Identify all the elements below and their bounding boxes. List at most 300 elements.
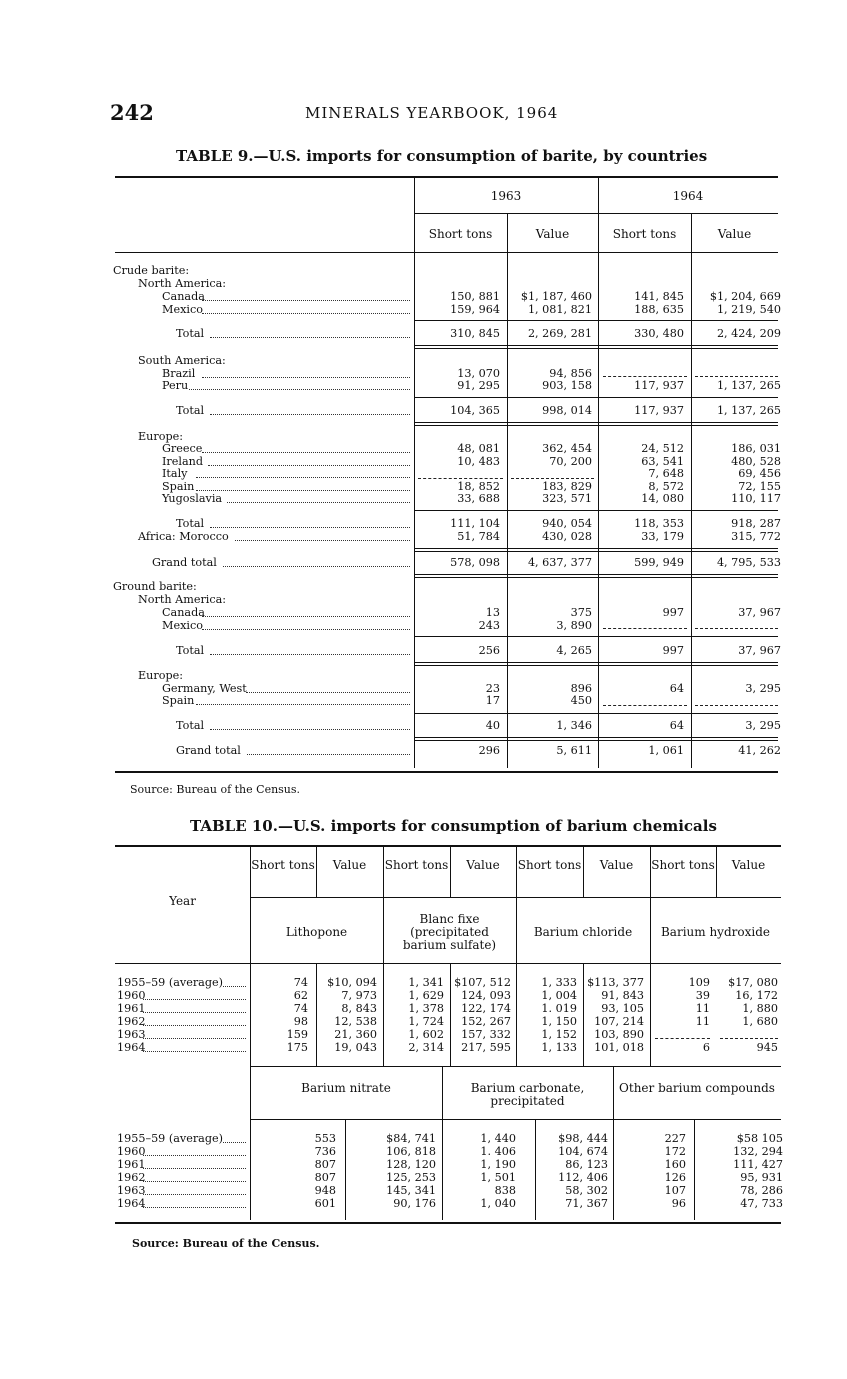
data-cell: 93, 105 (601, 1002, 644, 1015)
leader-dots (247, 754, 410, 755)
data-cell: 112, 406 (558, 1171, 608, 1184)
data-cell: 86, 123 (565, 1158, 608, 1171)
rule (414, 636, 778, 637)
data-cell: 72, 155 (738, 480, 781, 493)
row-label: Yugoslavia (162, 492, 223, 505)
leader-dots (210, 654, 411, 655)
rule (115, 1222, 781, 1224)
column-rule (316, 963, 317, 1066)
data-cell: 122, 174 (461, 1002, 511, 1015)
data-cell: 159 (286, 1028, 308, 1041)
rule (414, 422, 778, 423)
leader-dots (202, 452, 410, 453)
data-cell: 78, 286 (740, 1184, 783, 1197)
year-label: 1955–59 (average) (117, 1132, 223, 1145)
data-cell: 51, 784 (457, 530, 500, 543)
data-cell: 6 (702, 1041, 710, 1054)
group-header: Barium nitrate (301, 1081, 391, 1095)
data-cell: 19, 043 (334, 1041, 377, 1054)
data-cell: 1, 629 (408, 989, 444, 1002)
data-cell: 948 (314, 1184, 336, 1197)
data-cell: 23 (485, 682, 500, 695)
data-cell: 480, 528 (731, 455, 781, 468)
blank-cell-dash (720, 1038, 778, 1039)
data-cell: 96 (671, 1197, 686, 1210)
rule (115, 771, 778, 773)
data-cell: 4, 265 (556, 644, 592, 657)
leader-dots (202, 616, 410, 617)
row-label: South America: (138, 354, 226, 367)
data-cell: 71, 367 (565, 1197, 608, 1210)
data-cell: 553 (314, 1132, 336, 1145)
row-label: Spain (162, 480, 195, 493)
leader-dots (189, 389, 410, 390)
column-rule (694, 1119, 695, 1220)
data-cell: 111, 104 (450, 517, 500, 530)
rule (414, 551, 778, 552)
column-header: Short tons (612, 227, 677, 241)
row-label: Europe: (138, 669, 184, 682)
rule (414, 548, 778, 549)
data-cell: 1, 724 (408, 1015, 444, 1028)
year-header: 1964 (672, 189, 704, 203)
rule (414, 662, 778, 663)
data-cell: 188, 635 (634, 303, 684, 316)
data-cell: 918, 287 (731, 517, 781, 530)
data-cell: 63, 541 (641, 455, 684, 468)
column-rule (598, 177, 599, 768)
data-cell: $98, 444 (558, 1132, 608, 1145)
rule (414, 577, 778, 578)
row-label: Brazil (162, 367, 196, 380)
data-cell: 24, 512 (641, 442, 684, 455)
row-label: Total (176, 644, 205, 657)
data-cell: 5, 611 (556, 744, 592, 757)
row-label: Peru (162, 379, 189, 392)
rule (115, 963, 781, 964)
data-cell: 1, 040 (480, 1197, 516, 1210)
data-cell: 7, 648 (648, 467, 684, 480)
data-cell: 13, 070 (457, 367, 500, 380)
column-rule (383, 963, 384, 1066)
leader-dots (210, 729, 411, 730)
year-label: 1961 (117, 1002, 146, 1015)
data-cell: 1, 152 (541, 1028, 577, 1041)
data-cell: 11 (695, 1015, 710, 1028)
data-cell: 945 (756, 1041, 778, 1054)
leader-dots (235, 540, 411, 541)
data-cell: 132, 294 (733, 1145, 783, 1158)
data-cell: 150, 881 (450, 290, 500, 303)
data-cell: 33, 179 (641, 530, 684, 543)
year-label: 1963 (117, 1184, 146, 1197)
leader-dots (143, 1207, 246, 1208)
row-label: Grand total (176, 744, 241, 757)
data-cell: 1, 150 (541, 1015, 577, 1028)
leader-dots (143, 1051, 246, 1052)
leader-dots (223, 566, 410, 567)
data-cell: 736 (314, 1145, 336, 1158)
data-cell: 33, 688 (457, 492, 500, 505)
column-header: Short tons (517, 858, 582, 872)
data-cell: 243 (478, 619, 500, 632)
rule (115, 176, 778, 178)
row-label: Ireland (162, 455, 204, 468)
column-rule (250, 846, 251, 1066)
row-label: Total (176, 404, 205, 417)
row-label: Europe: (138, 430, 184, 443)
data-cell: 41, 262 (738, 744, 781, 757)
data-cell: $58 105 (736, 1132, 783, 1145)
data-cell: 90, 176 (393, 1197, 436, 1210)
data-cell: 807 (314, 1158, 336, 1171)
data-cell: 175 (286, 1041, 308, 1054)
row-label: Total (176, 719, 205, 732)
data-cell: 8, 843 (341, 1002, 377, 1015)
year-label: 1960 (117, 989, 146, 1002)
page-number: 242 (110, 100, 154, 125)
data-cell: 98 (293, 1015, 308, 1028)
data-cell: 70, 200 (549, 455, 592, 468)
data-cell: 7, 973 (341, 989, 377, 1002)
leader-dots (223, 986, 246, 987)
year-label: 1955–59 (average) (117, 976, 223, 989)
leader-dots (246, 692, 410, 693)
data-cell: 104, 674 (558, 1145, 608, 1158)
data-cell: 1, 004 (541, 989, 577, 1002)
blank-cell-dash (603, 376, 687, 377)
data-cell: 118, 353 (634, 517, 684, 530)
leader-dots (143, 1012, 246, 1013)
leader-dots (210, 527, 411, 528)
rule (414, 740, 778, 741)
data-cell: 997 (662, 644, 684, 657)
data-cell: 103, 890 (594, 1028, 644, 1041)
data-cell: 330, 480 (634, 327, 684, 340)
data-cell: 11 (695, 1002, 710, 1015)
year-label: 1963 (117, 1028, 146, 1041)
rule (414, 213, 778, 214)
row-label: Total (176, 517, 205, 530)
rule (414, 348, 778, 349)
group-header: Other barium compounds (619, 1081, 775, 1095)
leader-dots (202, 313, 410, 314)
data-cell: 111, 427 (733, 1158, 783, 1171)
row-label: Germany, West (162, 682, 247, 695)
year-label: 1962 (117, 1171, 146, 1184)
data-cell: 95, 931 (740, 1171, 783, 1184)
group-header: Barium carbonate, precipitated (470, 1081, 585, 1108)
data-cell: 1, 341 (408, 976, 444, 989)
year-label: 1960 (117, 1145, 146, 1158)
row-label: Greece (162, 442, 203, 455)
rule (115, 252, 778, 253)
data-cell: 69, 456 (738, 467, 781, 480)
data-cell: 1, 378 (408, 1002, 444, 1015)
data-cell: 13 (485, 606, 500, 619)
data-cell: 64 (669, 682, 684, 695)
column-rule (613, 1119, 614, 1220)
data-cell: 107 (664, 1184, 686, 1197)
blank-cell-dash (603, 628, 687, 629)
data-cell: 172 (664, 1145, 686, 1158)
leader-dots (143, 1155, 246, 1156)
data-cell: $10, 094 (327, 976, 377, 989)
data-cell: 256 (478, 644, 500, 657)
data-cell: 296 (478, 744, 500, 757)
row-label: Ground barite: (113, 580, 197, 593)
data-cell: 62 (293, 989, 308, 1002)
data-cell: 10, 483 (457, 455, 500, 468)
data-cell: 3, 295 (745, 719, 781, 732)
data-cell: 430, 028 (542, 530, 592, 543)
leader-dots (202, 377, 410, 378)
row-label: Crude barite: (113, 264, 190, 277)
data-cell: 104, 365 (450, 404, 500, 417)
leader-dots (196, 477, 411, 478)
row-label: Italy (162, 467, 188, 480)
data-cell: 903, 158 (542, 379, 592, 392)
table9-title: TABLE 9.—U.S. imports for consumption of barite, by countries (176, 147, 708, 165)
rule (414, 510, 778, 511)
leader-dots (208, 465, 410, 466)
column-rule (516, 963, 517, 1066)
data-cell: 145, 341 (386, 1184, 436, 1197)
data-cell: 599, 949 (634, 556, 684, 569)
data-cell: 998, 014 (542, 404, 592, 417)
data-cell: 125, 253 (386, 1171, 436, 1184)
column-rule (450, 963, 451, 1066)
data-cell: 12, 538 (334, 1015, 377, 1028)
leader-dots (143, 1194, 246, 1195)
data-cell: $107, 512 (454, 976, 511, 989)
column-rule (691, 214, 692, 768)
data-cell: 94, 856 (549, 367, 592, 380)
data-cell: 997 (662, 606, 684, 619)
data-cell: $113, 377 (587, 976, 644, 989)
column-header: Value (731, 858, 766, 872)
data-cell: 160 (664, 1158, 686, 1171)
data-cell: 1, 190 (480, 1158, 516, 1171)
data-cell: 375 (570, 606, 592, 619)
leader-dots (196, 490, 411, 491)
data-cell: 74 (293, 976, 308, 989)
data-cell: 183, 829 (542, 480, 592, 493)
year-label: 1964 (117, 1197, 146, 1210)
row-label: North America: (138, 277, 227, 290)
leader-dots (143, 1038, 246, 1039)
data-cell: 838 (494, 1184, 516, 1197)
data-cell: 601 (314, 1197, 336, 1210)
running-head: MINERALS YEARBOOK, 1964 (305, 104, 559, 122)
data-cell: 940, 054 (542, 517, 592, 530)
data-cell: 896 (570, 682, 592, 695)
rule (414, 574, 778, 575)
data-cell: 107, 214 (594, 1015, 644, 1028)
column-header: Value (717, 227, 752, 241)
table10-title: TABLE 10.—U.S. imports for consumption of barium chemicals (190, 817, 717, 835)
row-label: Canada (162, 290, 205, 303)
column-rule (442, 1119, 443, 1220)
data-cell: 3, 295 (745, 682, 781, 695)
leader-dots (227, 502, 410, 503)
data-cell: 18, 852 (457, 480, 500, 493)
blank-cell-dash (603, 705, 687, 706)
rule (414, 397, 778, 398)
leader-dots (210, 414, 411, 415)
data-cell: 152, 267 (461, 1015, 511, 1028)
data-cell: 91, 295 (457, 379, 500, 392)
row-label: Mexico (162, 303, 203, 316)
blank-cell-dash (695, 705, 778, 706)
blank-cell-dash (695, 376, 778, 377)
data-cell: 186, 031 (731, 442, 781, 455)
column-header: Short tons (428, 227, 493, 241)
rule (414, 737, 778, 738)
data-cell: 14, 080 (641, 492, 684, 505)
data-cell: 2, 269, 281 (527, 327, 592, 340)
data-cell: 1, 081, 821 (527, 303, 592, 316)
data-cell: 1, 680 (742, 1015, 778, 1028)
data-cell: 2, 424, 209 (716, 327, 781, 340)
column-rule (535, 1119, 536, 1220)
leader-dots (210, 337, 411, 338)
data-cell: 323, 571 (542, 492, 592, 505)
column-rule (414, 177, 415, 768)
column-rule (583, 963, 584, 1066)
leader-dots (143, 1168, 246, 1169)
data-cell: 1, 346 (556, 719, 592, 732)
data-cell: 101, 018 (594, 1041, 644, 1054)
leader-dots (143, 1181, 246, 1182)
data-cell: 91, 843 (601, 989, 644, 1002)
leader-dots (223, 1142, 246, 1143)
row-label: Spain (162, 694, 195, 707)
data-cell: 109 (688, 976, 710, 989)
year-header: Year (169, 894, 196, 908)
data-cell: 8, 572 (648, 480, 684, 493)
year-label: 1962 (117, 1015, 146, 1028)
data-cell: 315, 772 (731, 530, 781, 543)
rule (414, 425, 778, 426)
data-cell: $1, 204, 669 (709, 290, 781, 303)
leader-dots (202, 300, 410, 301)
row-label: Canada (162, 606, 205, 619)
row-label: Africa: Morocco (138, 530, 229, 543)
column-header: Short tons (251, 858, 315, 872)
data-cell: 227 (664, 1132, 686, 1145)
data-cell: 21, 360 (334, 1028, 377, 1041)
year-header: 1963 (490, 189, 522, 203)
data-cell: 1, 137, 265 (716, 379, 781, 392)
column-header: Value (535, 227, 570, 241)
rule (414, 713, 778, 714)
year-label: 1964 (117, 1041, 146, 1054)
data-cell: 117, 937 (634, 379, 684, 392)
table10-source: Source: Bureau of the Census. (132, 1237, 320, 1250)
data-cell: 37, 967 (738, 644, 781, 657)
leader-dots (143, 1025, 246, 1026)
blank-cell-dash (511, 478, 594, 479)
data-cell: 128, 120 (386, 1158, 436, 1171)
data-cell: 124, 093 (461, 989, 511, 1002)
rule (115, 845, 781, 847)
data-cell: 47, 733 (740, 1197, 783, 1210)
data-cell: 40 (485, 719, 500, 732)
data-cell: 2, 314 (408, 1041, 444, 1054)
rule (250, 897, 781, 898)
blank-cell-dash (655, 1038, 710, 1039)
data-cell: $1, 187, 460 (520, 290, 592, 303)
data-cell: 1, 137, 265 (716, 404, 781, 417)
column-rule (650, 963, 651, 1066)
group-header: Barium chloride (533, 925, 633, 939)
row-label: North America: (138, 593, 227, 606)
data-cell: 3, 890 (556, 619, 592, 632)
column-rule (507, 214, 508, 768)
row-label: Total (176, 327, 205, 340)
data-cell: $17, 080 (728, 976, 778, 989)
data-cell: 1, 219, 540 (716, 303, 781, 316)
data-cell: 48, 081 (457, 442, 500, 455)
table9-source: Source: Bureau of the Census. (130, 783, 301, 796)
data-cell: 310, 845 (450, 327, 500, 340)
data-cell: 1, 061 (648, 744, 684, 757)
data-cell: 141, 845 (634, 290, 684, 303)
data-cell: 58, 302 (565, 1184, 608, 1197)
data-cell: 39 (695, 989, 710, 1002)
data-cell: 1, 440 (480, 1132, 516, 1145)
group-header: Barium hydroxide (660, 925, 770, 939)
rule (414, 345, 778, 346)
data-cell: 74 (293, 1002, 308, 1015)
data-cell: $84, 741 (386, 1132, 436, 1145)
column-header: Value (332, 858, 367, 872)
leader-dots (202, 629, 410, 630)
data-cell: 17 (485, 694, 500, 707)
row-label: Mexico (162, 619, 203, 632)
data-cell: 159, 964 (450, 303, 500, 316)
data-cell: 578, 098 (450, 556, 500, 569)
data-cell: 1, 501 (480, 1171, 516, 1184)
rule (414, 665, 778, 666)
column-header: Short tons (651, 858, 715, 872)
column-header: Short tons (384, 858, 449, 872)
data-cell: 1, 602 (408, 1028, 444, 1041)
column-header: Value (599, 858, 634, 872)
data-cell: 807 (314, 1171, 336, 1184)
group-header: Blanc fixe (precipitated barium sulfate) (402, 912, 497, 952)
leader-dots (196, 704, 411, 705)
data-cell: 1, 333 (541, 976, 577, 989)
column-rule (345, 1119, 346, 1220)
data-cell: 16, 172 (735, 989, 778, 1002)
leader-dots (143, 999, 246, 1000)
data-cell: 110, 117 (731, 492, 781, 505)
data-cell: 1, 133 (541, 1041, 577, 1054)
data-cell: 450 (570, 694, 592, 707)
data-cell: 1, 880 (742, 1002, 778, 1015)
rule (414, 320, 778, 321)
row-label: Grand total (152, 556, 217, 569)
data-cell: 126 (664, 1171, 686, 1184)
year-label: 1961 (117, 1158, 146, 1171)
rule (250, 1066, 781, 1067)
rule (250, 1119, 781, 1120)
data-cell: 106, 818 (386, 1145, 436, 1158)
data-cell: 1. 406 (480, 1145, 516, 1158)
data-cell: 157, 332 (461, 1028, 511, 1041)
